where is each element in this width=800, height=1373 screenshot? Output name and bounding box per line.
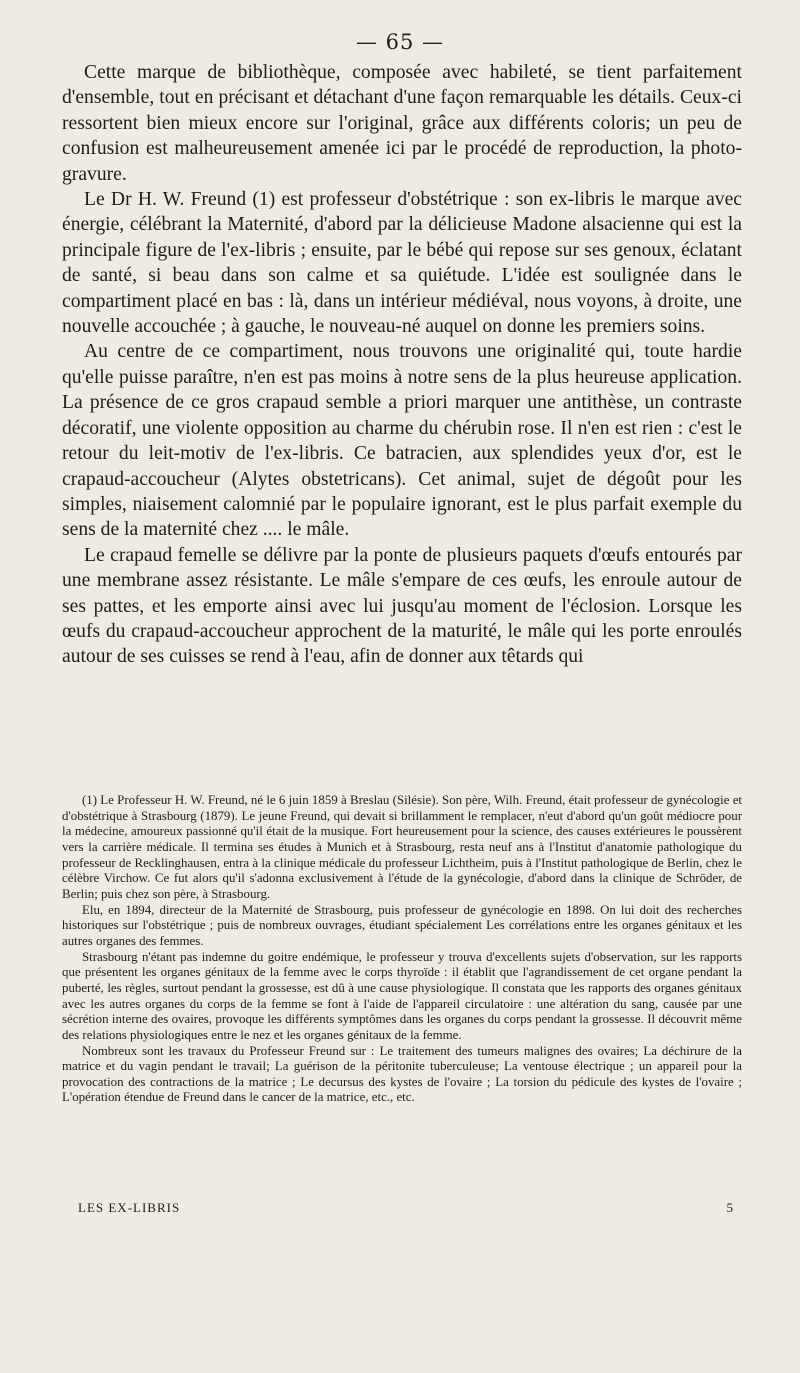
paragraph: Au centre de ce compartiment, nous trouvons une originalité qui, toute hardie qu'elle puisse paraître, n'en est pas moins à notre sens de la plus heureuse application. La présence de ce gros crapaud semble a priori marquer une antithèse, un contraste décoratif, une violente opposition au charme du chérubin rose. Il n'en est rien : c'est le retour du leit-motiv de l'ex-libris. Ce batracien, aux splendides yeux d'or, est le crapaud-accoucheur (Alytes obstetricans). Cet animal, sujet de dégoût pour les simples, niaisement calomnié par le populaire ignorant, est le plus parfait exemple du sens de la maternité chez .... le mâle.	[62, 341, 742, 541]
paragraph: Cette marque de bibliothèque, composée avec habileté, se tient parfaitement d'ensemble, tout en précisant et détachant d'une façon remarquable les détails. Ceux-ci ressortent bien mieux encore sur l'original, grâce aux différents coloris; un peu de confusion est malheureusement amenée ici par le procédé de reproduction, la photo-gravure.	[62, 62, 742, 185]
page-number: — 65 —	[355, 30, 445, 54]
footnote-paragraph: Nombreux sont les travaux du Professeur Freund sur : Le traitement des tumeurs malignes des ovaires; La déchirure de la matrice et du vagin pendant le travail; La guérison de la péritonite tuberculeuse; La ventouse électrique ; un appareil pour la provocation des contractions de la matrice ; Le decursus des kystes de l'ovaire ; La torsion du pédicule des kystes de l'ovaire ; L'opération étendue de Freund dans le cancer de la matrice, etc., etc.	[62, 1043, 742, 1105]
footnotes	[62, 793, 742, 1106]
paragraph: Le crapaud femelle se délivre par la ponte de plusieurs paquets d'œufs entourés par une membrane assez résistante. Le mâle s'empare de ces œufs, les enroule autour de ses pattes, et les emporte ainsi avec lui jusqu'au moment de l'éclosion. Lorsque les œufs du crapaud-accoucheur approchent de la maturité, le mâle qui les porte enroulés autour de ses cuisses se rend à l'eau, afin de donner aux têtards qui	[62, 544, 742, 668]
running-title: LES EX-LIBRIS	[78, 1200, 181, 1215]
page-footer	[78, 1200, 734, 1216]
footnote-paragraph: Elu, en 1894, directeur de la Maternité de Strasbourg, puis professeur de gynécologie en 1898. On lui doit des recherches historiques sur l'obstétrique ; puis de nombreux ouvrages, étudiant spécialement Les corrélations entre les organes génitaux et les autres organes des femmes.	[62, 902, 742, 948]
footnote-paragraph: (1) Le Professeur H. W. Freund, né le 6 juin 1859 à Breslau (Silésie). Son père, Wilh. Freund, était professeur de gynécologie et d'obstétrique à Strasbourg (1879). Le jeune Freund, qui devait si brillamment le remplacer, n'eut d'abord qu'un goût médiocre pour la médecine, amoureux passionné qu'il était de la musique. Fort heureusement pour la science, des causes extérieures le poussèrent vers la carrière médicale. Il termina ses études à Munich et à Strasbourg, resta neuf ans à l'Institut d'anatomie pathologique du professeur de Recklinghausen, entra à la clinique médicale du professeur Lichtheim, puis à l'Institut pathologique de Berlin, chez le célèbre Virchow. Ce fut alors qu'il s'adonna exclusivement à l'étude de la gynécologie, d'abord dans la clinique de Schröder, de Berlin; puis chez son père, à Strasbourg.	[62, 793, 742, 901]
main-text	[62, 60, 742, 670]
paragraph: Le Dr H. W. Freund (1) est professeur d'obstétrique : son ex-libris le marque avec énergie, célébrant la Maternité, d'abord par la délicieuse Madone alsacienne qui est la principale figure de l'ex-libris ; ensuite, par le bébé qui repose sur ses genoux, éclatant de santé, si beau dans son calme et sa quiétude. L'idée est soulignée dans le compartiment placé en bas : là, dans un intérieur médiéval, nous voyons, à droite, une nouvelle accouchée ; à gauche, le nouveau-né auquel on donne les premiers soins.	[62, 189, 742, 338]
signature-mark: 5	[726, 1200, 734, 1215]
footnote-paragraph: Strasbourg n'étant pas indemne du goitre endémique, le professeur y trouva d'excellents sujets d'observation, sur les rapports que présentent les organes génitaux de la femme avec le corps thyroïde : il établit que l'agrandissement de cet organe pendant la puberté, les règles, surtout pendant la grossesse, est dû à une cause physiologique. Il constata que les rapports des organes génitaux avec les autres organes du corps de la femme se font à l'aide de l'appareil circulatoire : une altération du sang, causée par une sécrétion interne des ovaires, provoque les différents symptômes dans les organes du corps pendant la grossesse. Il découvrit même des relations physiologiques entre le nez et les organes génitaux de la femme.	[62, 949, 742, 1042]
